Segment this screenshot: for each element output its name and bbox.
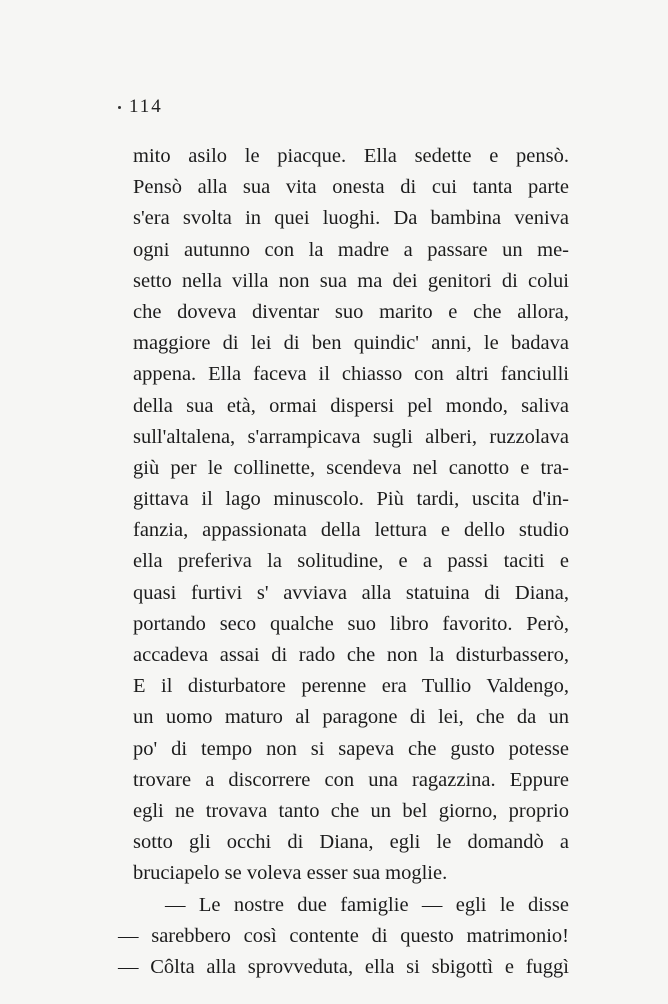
body-text — [118, 141, 569, 983]
text-line: della sua età, ormai dispersi pel mondo, saliva — [133, 394, 569, 417]
text-line: appena. Ella faceva il chiasso con altri fanciulli — [133, 363, 569, 386]
text-line: che doveva diventar suo marito e che allora, — [133, 300, 569, 323]
text-line: egli ne trovava tanto che un bel giorno, proprio — [133, 799, 569, 822]
dialogue-line: — Le nostre due famiglie — egli le disse — [165, 893, 569, 916]
text-line: maggiore di lei di ben quindic' anni, le badava — [133, 332, 569, 355]
text-line: — Côlta alla sprovveduta, ella si sbigottì e fuggì — [118, 955, 569, 978]
text-line: gittava il lago minuscolo. Più tardi, uscita d'in- — [133, 488, 569, 511]
text-line: sull'altalena, s'arrampicava sugli alberi, ruzzolava — [133, 425, 569, 448]
text-line: po' di tempo non si sapeva che gusto potesse — [133, 737, 569, 760]
text-line: fanzia, appassionata della lettura e dello studio — [133, 519, 569, 542]
text-line: accadeva assai di rado che non la disturbassero, — [133, 644, 569, 666]
page-number-text: 114 — [129, 96, 163, 117]
text-line: giù per le collinette, scendeva nel canotto e tra- — [133, 456, 569, 479]
text-line: setto nella villa non sua ma dei genitori di colui — [133, 269, 569, 292]
text-line: s'era svolta in quei luoghi. Da bambina veniva — [133, 207, 569, 230]
page-number — [118, 96, 163, 118]
dialogue-line: — sarebbero così contente di questo matrimonio! — [118, 924, 569, 947]
text-line: ogni autunno con la madre a passare un me- — [133, 238, 569, 261]
text-line: trovare a discorrere con una ragazzina. Eppure — [133, 768, 569, 791]
text-line: quasi furtivi s' avviava alla statuina di Diana, — [133, 581, 569, 604]
text-line: Pensò alla sua vita onesta di cui tanta parte — [133, 176, 569, 199]
text-line: un uomo maturo al paragone di lei, che da un — [133, 706, 569, 729]
page-number-dot — [118, 106, 121, 109]
text-line: E il disturbatore perenne era Tullio Valdengo, — [133, 675, 569, 698]
text-line: mito asilo le piacque. Ella sedette e pensò. — [133, 145, 569, 167]
text-line: ella preferiva la solitudine, e a passi taciti e — [133, 550, 569, 573]
text-line: portando seco qualche suo libro favorito. Però, — [133, 612, 569, 635]
text-line: bruciapelo se voleva esser sua moglie. — [133, 862, 448, 885]
text-line: sotto gli occhi di Diana, egli le domandò a — [133, 831, 569, 854]
